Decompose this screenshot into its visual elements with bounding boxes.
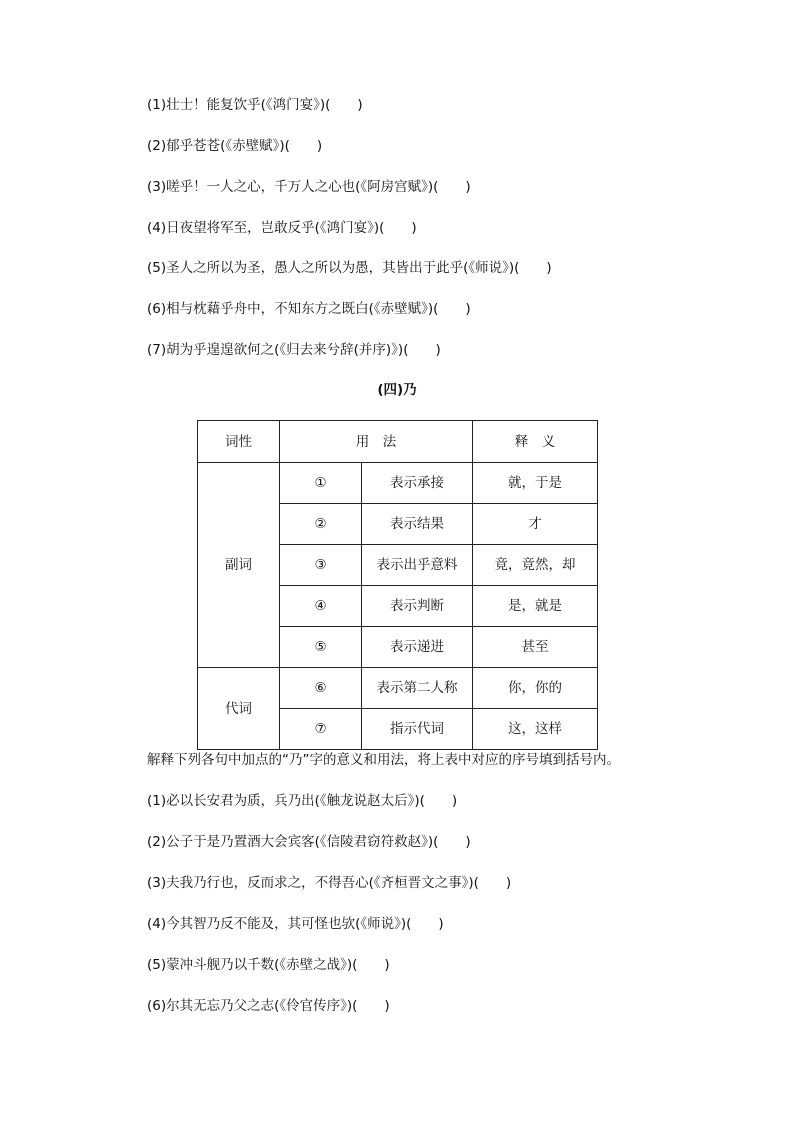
- question-top-2: (2)郁乎苍苍(《赤壁赋》)( ): [147, 138, 323, 154]
- row-usage: 表示出乎意料: [362, 545, 473, 586]
- row-usage: 表示承接: [362, 463, 473, 504]
- pos-cell-pronoun: 代词: [198, 668, 280, 750]
- instruction-text: 解释下列各句中加点的“乃”字的意义和用法，将上表中对应的序号填到括号内。: [147, 752, 620, 768]
- row-meaning: 你，你的: [473, 668, 598, 709]
- table-row: [198, 463, 598, 504]
- row-meaning: 竟，竟然，却: [473, 545, 598, 586]
- row-usage: 表示判断: [362, 586, 473, 627]
- question-top-6: (6)相与枕藉乎舟中，不知东方之既白(《赤壁赋》)( ): [147, 301, 471, 317]
- row-meaning: 这，这样: [473, 709, 598, 750]
- usage-table: [197, 420, 598, 750]
- row-number: ②: [280, 504, 362, 545]
- row-meaning: 是，就是: [473, 586, 598, 627]
- section-title: (四)乃: [377, 382, 417, 398]
- header-meaning: 释 义: [473, 421, 598, 463]
- row-meaning: 就，于是: [473, 463, 598, 504]
- question-bottom-4: (4)今其智乃反不能及，其可怪也欤(《师说》)( ): [147, 916, 444, 932]
- row-usage: 表示递进: [362, 627, 473, 668]
- question-bottom-5: (5)蒙冲斗舰乃以千数(《赤壁之战》)( ): [147, 957, 390, 973]
- row-number: ⑥: [280, 668, 362, 709]
- row-meaning: 甚至: [473, 627, 598, 668]
- row-number: ①: [280, 463, 362, 504]
- question-top-1: (1)壮士！能复饮乎(《鸿门宴》)( ): [147, 97, 363, 113]
- header-usage: 用 法: [280, 421, 473, 463]
- question-top-5: (5)圣人之所以为圣，愚人之所以为愚，其皆出于此乎(《师说》)( ): [147, 260, 552, 276]
- row-usage: 表示结果: [362, 504, 473, 545]
- question-bottom-6: (6)尔其无忘乃父之志(《伶官传序》)( ): [147, 998, 390, 1014]
- row-number: ③: [280, 545, 362, 586]
- question-top-3: (3)嗟乎！一人之心，千万人之心也(《阿房宫赋》)( ): [147, 179, 471, 195]
- row-meaning: 才: [473, 504, 598, 545]
- table-row: [198, 668, 598, 709]
- question-top-4: (4)日夜望将军至，岂敢反乎(《鸿门宴》)( ): [147, 220, 417, 236]
- table-header-row: [198, 421, 598, 463]
- question-bottom-1: (1)必以长安君为质，兵乃出(《触龙说赵太后》)( ): [147, 793, 458, 809]
- header-pos: 词性: [198, 421, 280, 463]
- row-usage: 指示代词: [362, 709, 473, 750]
- question-bottom-2: (2)公子于是乃置酒大会宾客(《信陵君窃符救赵》)( ): [147, 834, 471, 850]
- row-number: ⑦: [280, 709, 362, 750]
- row-number: ⑤: [280, 627, 362, 668]
- question-bottom-3: (3)夫我乃行也，反而求之，不得吾心(《齐桓晋文之事》)( ): [147, 875, 512, 891]
- pos-cell-adverb: 副词: [198, 463, 280, 668]
- row-usage: 表示第二人称: [362, 668, 473, 709]
- row-number: ④: [280, 586, 362, 627]
- question-top-7: (7)胡为乎遑遑欲何之(《归去来兮辞(并序)》)( ): [147, 342, 441, 358]
